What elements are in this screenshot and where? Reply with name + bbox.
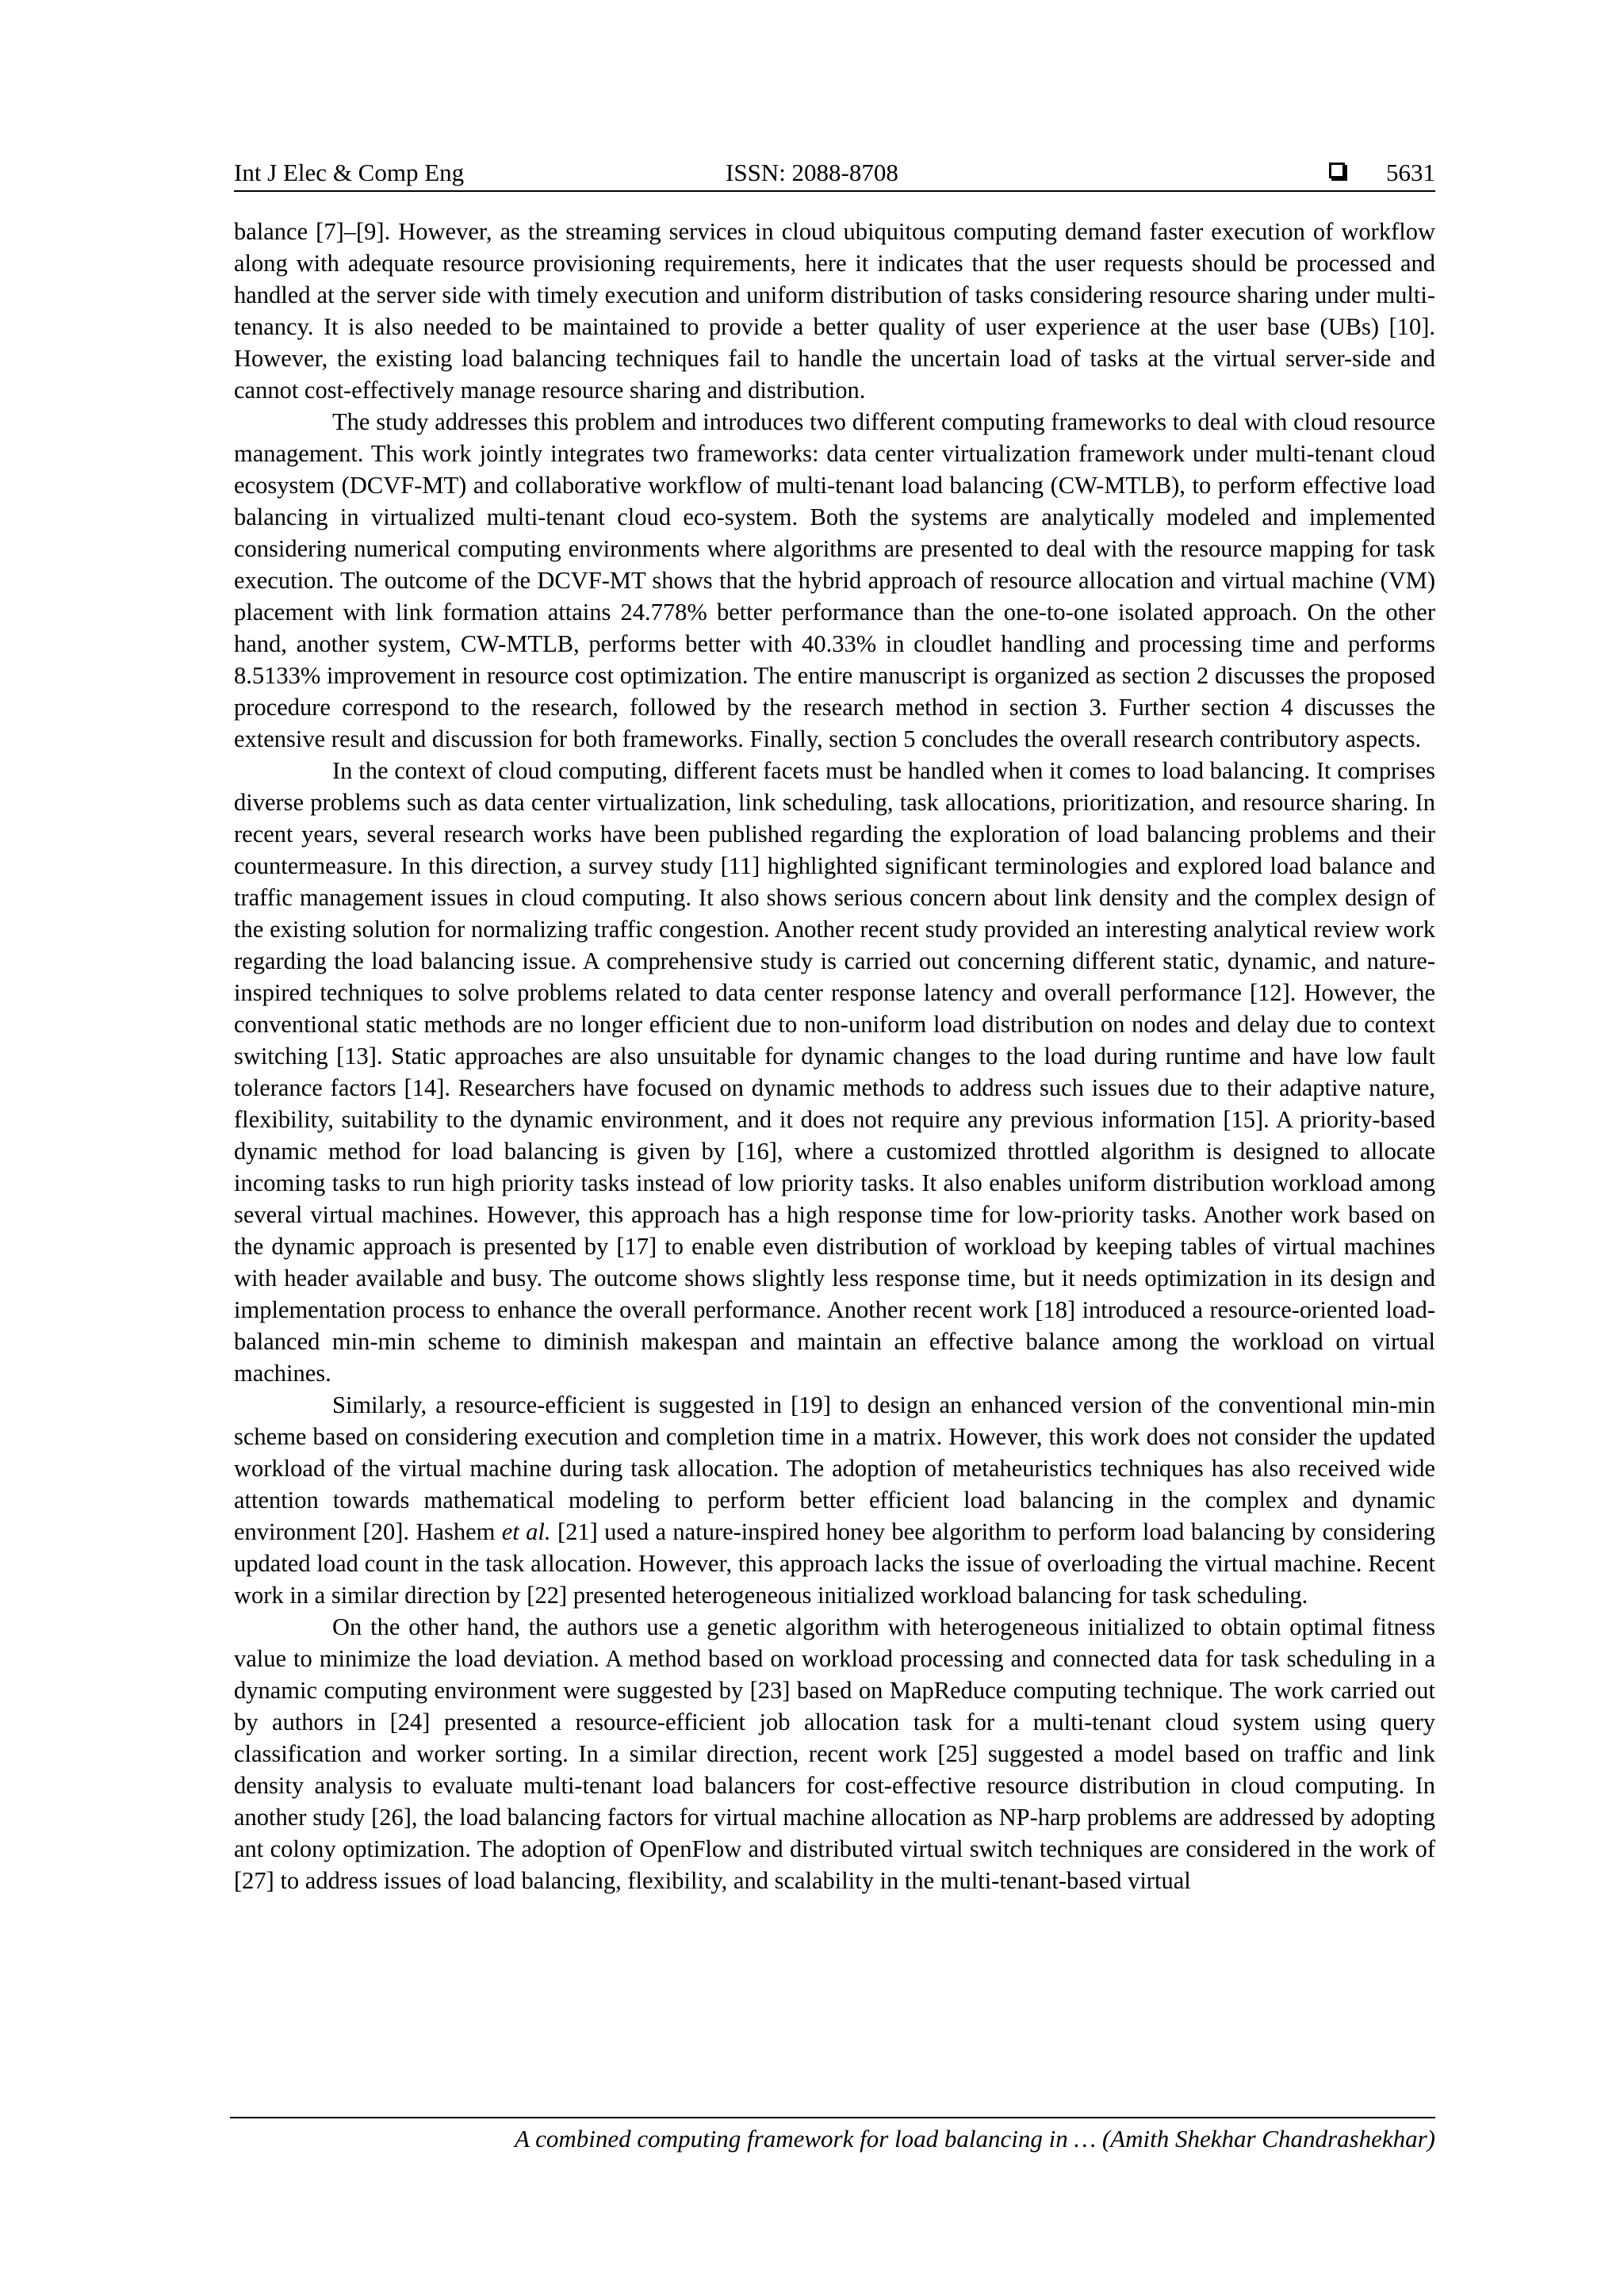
article-body: [234, 216, 1435, 1896]
paragraph: On the other hand, the authors use a genetic algorithm with heterogeneous initialized to obtain optimal fitness value to minimize the load deviation. A method based on workload processing and connected data for task scheduling in a dynamic computing environment were suggested by [23] based on MapReduce computing technique. The work carried out by authors in [24] presented a resource-efficient job allocation task for a multi-tenant cloud system using query classification and worker sorting. In a similar direction, recent work [25] suggested a model based on traffic and link density analysis to evaluate multi-tenant load balancers for cost-effective resource distribution in cloud computing. In another study [26], the load balancing factors for virtual machine allocation as NP-harp problems are addressed by adopting ant colony optimization. The adoption of OpenFlow and distributed virtual switch techniques are considered in the work of [27] to address issues of load balancing, flexibility, and scalability in the multi-tenant-based virtual: [234, 1613, 1435, 1894]
box-bullet-icon: [1329, 163, 1345, 178]
paragraph: The study addresses this problem and introduces two different computing frameworks to deal with cloud resource management. This work jointly integrates two frameworks: data center virtualization framework under multi-tenant cloud ecosystem (DCVF-MT) and collaborative workflow of multi-tenant load balancing (CW-MTLB), to perform effective load balancing in virtualized multi-tenant cloud eco-system. Both the systems are analytically modeled and implemented considering numerical computing environments where algorithms are presented to deal with the resource mapping for task execution. The outcome of the DCVF-MT shows that the hybrid approach of resource allocation and virtual machine (VM) placement with link formation attains 24.778% better performance than the one-to-one isolated approach. On the other hand, another system, CW-MTLB, performs better with 40.33% in cloudlet handling and processing time and performs 8.5133% improvement in resource cost optimization. The entire manuscript is organized as section 2 discusses the proposed procedure correspond to the research, followed by the research method in section 3. Further section 4 discusses the extensive result and discussion for both frameworks. Finally, section 5 concludes the overall research contributory aspects.: [234, 408, 1435, 752]
paragraph-text: Similarly, a resource-efficient is suggested in [19] to design an enhanced version of the conventional min-min scheme based on considering execution and completion time in a matrix. However, this work does not consider the updated workload of the virtual machine during task allocation. The adoption of metaheuristics techniques has also received wide attention towards mathematical modeling to perform better efficient load balancing in the complex and dynamic environment [20]. Hashem: [234, 1391, 1435, 1545]
header-divider: [234, 190, 1435, 192]
footer-divider: [230, 2117, 1435, 2118]
paragraph: balance [7]–[9]. However, as the streaming services in cloud ubiquitous computing demand faster execution of workflow along with adequate resource provisioning requirements, here it indicates that the user requests should be processed and handled at the server side with timely execution and uniform distribution of tasks considering resource sharing under multi-tenancy. It is also needed to be maintained to provide a better quality of user experience at the user base (UBs) [10]. However, the existing load balancing techniques fail to handle the uncertain load of tasks at the virtual server-side and cannot cost-effectively manage resource sharing and distribution.: [234, 218, 1435, 404]
paragraph: [234, 1389, 1435, 1611]
journal-name: Int J Elec & Comp Eng: [234, 159, 465, 186]
paragraph-text: [21] used a nature-inspired honey bee algorithm to perform load balancing by considering updated load count in the task allocation. However, this approach lacks the issue of overloading the virtual machine. Recent work in a similar direction by [22] presented heterogeneous initialized workload balancing for task scheduling.: [234, 1518, 1435, 1609]
page-header: [234, 155, 1435, 191]
issn-label: ISSN: 2088-8708: [726, 159, 898, 186]
page-number: 5631: [1386, 159, 1435, 186]
et-al-italic: et al.: [501, 1518, 551, 1545]
running-title: A combined computing framework for load balancing in … (Amith Shekhar Chandrashekhar): [515, 2125, 1435, 2152]
paragraph: In the context of cloud computing, different facets must be handled when it comes to load balancing. It comprises diverse problems such as data center virtualization, link scheduling, task allocations, prioritization, and resource sharing. In recent years, several research works have been published regarding the exploration of load balancing problems and their countermeasure. In this direction, a survey study [11] highlighted significant terminologies and explored load balance and traffic management issues in cloud computing. It also shows serious concern about link density and the complex design of the existing solution for normalizing traffic congestion. Another recent study provided an interesting analytical review work regarding the load balancing issue. A comprehensive study is carried out concerning different static, dynamic, and nature-inspired techniques to solve problems related to data center response latency and overall performance [12]. However, the conventional static methods are no longer efficient due to non-uniform load distribution on nodes and delay due to context switching [13]. Static approaches are also unsuitable for dynamic changes to the load during runtime and have low fault tolerance factors [14]. Researchers have focused on dynamic methods to address such issues due to their adaptive nature, flexibility, suitability to the dynamic environment, and it does not require any previous information [15]. A priority-based dynamic method for load balancing is given by [16], where a customized throttled algorithm is designed to allocate incoming tasks to run high priority tasks instead of low priority tasks. It also enables uniform distribution workload among several virtual machines. However, this approach has a high response time for low-priority tasks. Another work based on the dynamic approach is presented by [17] to enable even distribution of workload by keeping tables of virtual machines with header available and busy. The outcome shows slightly less response time, but it needs optimization in its design and implementation process to enhance the overall performance. Another recent work [18] introduced a resource-oriented load-balanced min-min scheme to diminish makespan and maintain an effective balance among the workload on virtual machines.: [234, 757, 1435, 1387]
